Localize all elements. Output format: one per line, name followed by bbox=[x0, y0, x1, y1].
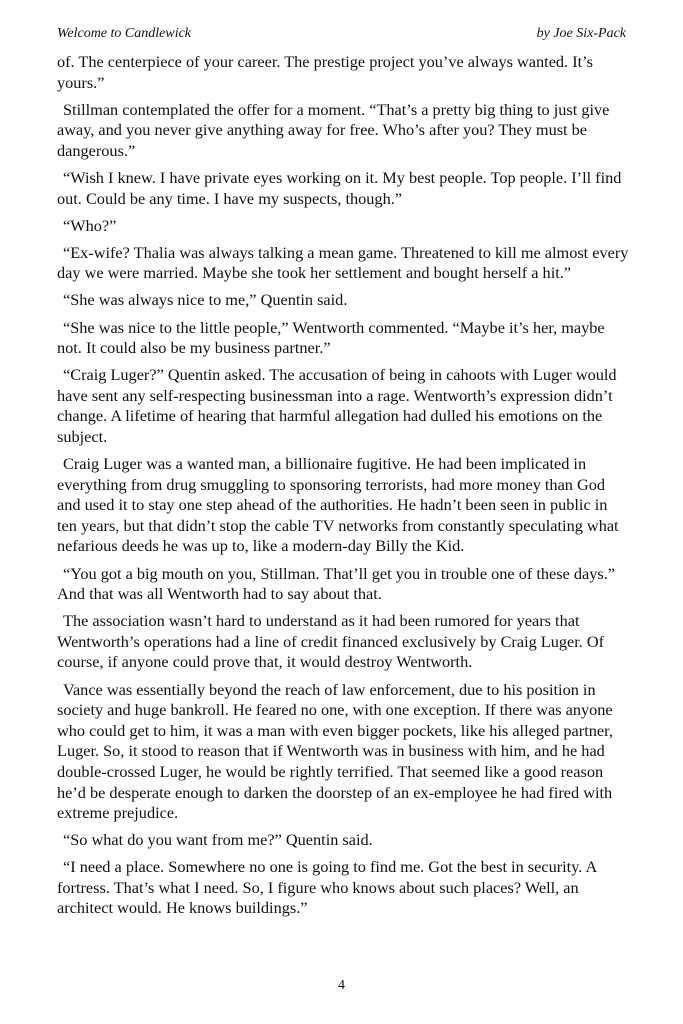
book-title: Welcome to Candlewick bbox=[57, 26, 192, 41]
author-name: by Joe Six-Pack bbox=[536, 26, 626, 41]
paragraph: “Wish I knew. I have private eyes working on it. My best people. Top people. I’ll find out. Could be any time. I have my suspects, though.” bbox=[57, 167, 622, 208]
paragraph: The association wasn’t hard to understand as it had been rumored for years that Wentworth’s operations had a line of credit financed exclusively by Craig Luger. Of course, if anyone could prove that, it would destroy Wentworth. bbox=[57, 611, 605, 672]
paragraph: “I need a place. Somewhere no one is going to find me. Got the best in security. A fortress. That’s what I need. So, I figure who knows about such places? Well, an architect would. He knows buildings.” bbox=[57, 857, 597, 918]
paragraph: “So what do you want from me?” Quentin said. bbox=[63, 830, 373, 850]
page-body bbox=[57, 52, 629, 926]
running-header bbox=[57, 26, 626, 46]
page-number: 4 bbox=[338, 978, 345, 993]
paragraph: “Craig Luger?” Quentin asked. The accusation of being in cahoots with Luger would have sent any self-respecting businessman into a rage. Wentworth’s expression didn’t change. A lifetime of hearing that harmful allegation had dulled his emotions on the subject. bbox=[57, 365, 617, 446]
paragraph: Stillman contemplated the offer for a moment. “That’s a pretty big thing to just give away, and you never give anything away for free. Who’s after you? They must be dangerous.” bbox=[57, 99, 610, 160]
paragraph: of. The centerpiece of your career. The prestige project you’ve always wanted. It’s yours.” bbox=[57, 52, 594, 92]
paragraph: “You got a big mouth on you, Stillman. That’ll get you in trouble one of these days.” And that was all Wentworth had to say about that. bbox=[57, 563, 615, 604]
paragraph: “Who?” bbox=[63, 215, 117, 235]
paragraph: “She was always nice to me,” Quentin said. bbox=[63, 290, 348, 310]
paragraph: Vance was essentially beyond the reach of law enforcement, due to his position in society and huge bankroll. He feared no one, with one exception. If there was anyone who could get to him, it was a man with even bigger pockets, like his alleged partner, Luger. So, it stood to reason that if Wentworth was in business with him, and he had double-crossed Luger, he would be rightly terrified. That seemed like a good reason he’d be desperate enough to darken the doorstep of an ex-employee he had fired with extreme prejudice. bbox=[57, 679, 613, 823]
paragraph: Craig Luger was a wanted man, a billionaire fugitive. He had been implicated in everything from drug smuggling to sponsoring terrorists, had more money than God and used it to stay one step ahead of the authorities. He hadn’t been seen in public in ten years, but that didn’t stop the cable TV networks from constantly speculating what nefarious deeds he was up to, like a modern-day Billy the Kid. bbox=[57, 454, 619, 556]
paragraph: “She was nice to the little people,” Wentworth commented. “Maybe it’s her, maybe not. It could also be my business partner.” bbox=[57, 317, 605, 358]
paragraph: “Ex-wife? Thalia was always talking a mean game. Threatened to kill me almost every day we were married. Maybe she took her settlement and bought herself a hit.” bbox=[57, 242, 629, 283]
